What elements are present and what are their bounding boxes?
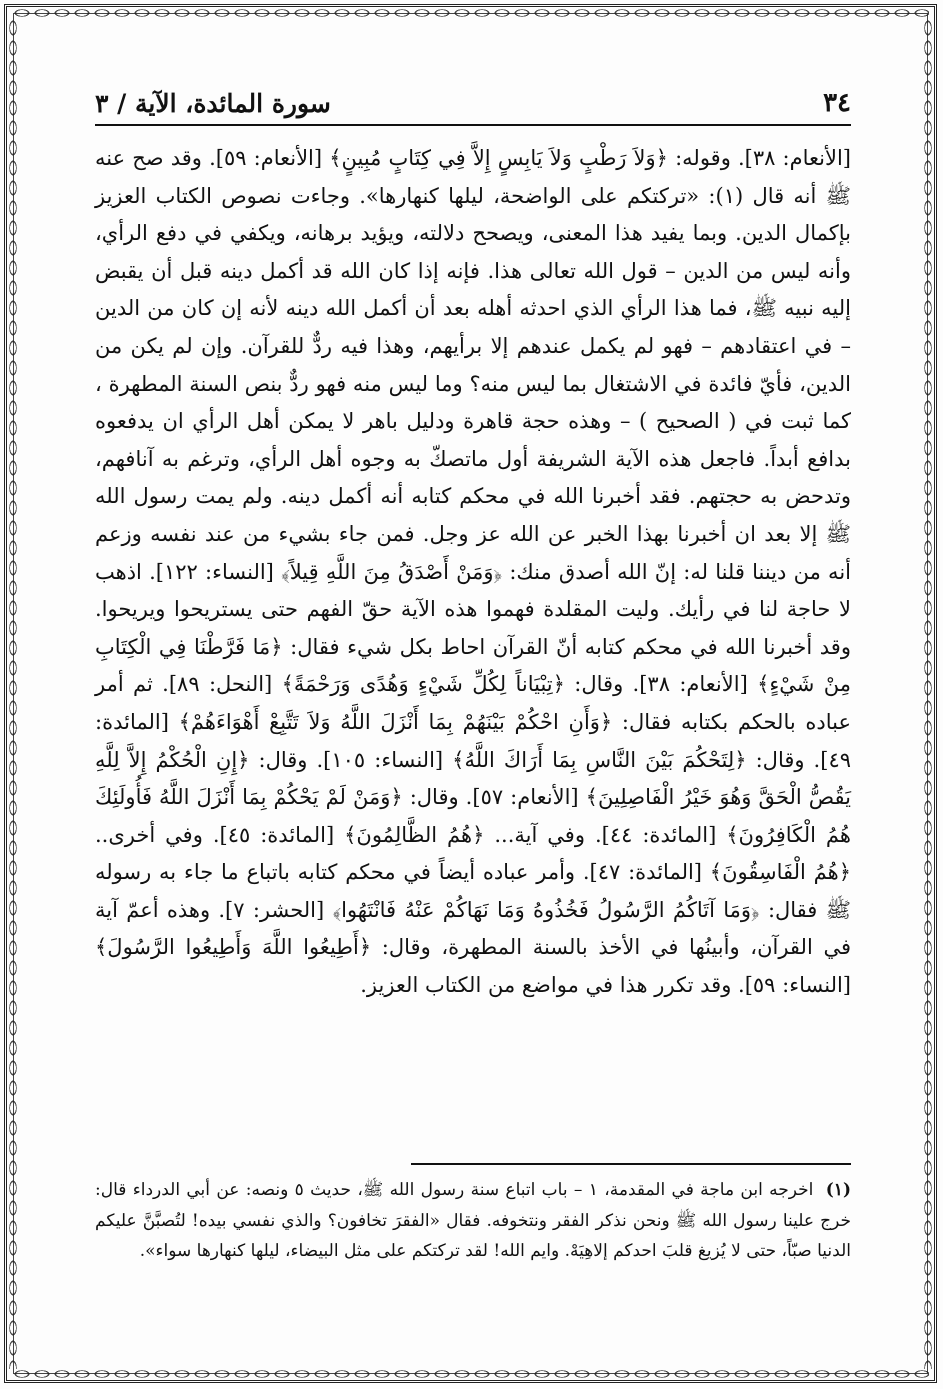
page-number: ٣٤ (823, 88, 851, 118)
footnote-separator (411, 1163, 851, 1165)
footnote-text: اخرجه ابن ماجة في المقدمة، ١ – باب اتباع سنة رسول الله ﷺ، حديث ٥ ونصه: عن أبي الدرداء قال: خرج علينا رسول الله ﷺ ونحن نذكر الفقر ونتخوفه. فقال «الفقرَ تخافون؟ والذي نفسي بيده! لتُصبَّنَّ عليكم الدنيا صبّاً، حتى لا يُزيغ قلبَ احدكم إلاهِيَهْ. وايم الله! لقد تركتكم على مثل البيضاء، ليلها كنهارها سواء». (95, 1180, 851, 1261)
paragraph: [الأنعام: ٣٨]. وقوله: ﴿وَلاَ رَطْبٍ وَلاَ يَابِسٍ إِلاَّ فِي كِتَابٍ مُبِينٍ﴾ [الأنعام: ٥٩]. وقد صح عنه ﷺ أنه قال (١): «تركتكم على الواضحة، ليلها كنهارها». وجاءت نصوص الكتاب العزيز بإكمال الدين. وبما يفيد هذا المعنى، ويصحح دلالته، ويؤيد برهانه، ويكفي في دفع الرأي، وأنه ليس من الدين – قول الله تعالى هذا. فإنه إذا كان الله قد أكمل دينه قبل أن يقبض إليه نبيه ﷺ، فما هذا الرأي الذي احدثه أهله بعد أن أكمل الله دينه لأنه إن كان من الدين – في اعتقادهم – فهو لم يكمل عندهم إلا برأيهم، وهذا فيه ردٌّ للقرآن. وإن لم يكن من الدين، فأيّ فائدة في الاشتغال بما ليس منه؟ وما ليس منه فهو ردٌّ بنص السنة المطهرة ، كما ثبت في ( الصحيح ) – وهذه حجة قاهرة ودليل باهر لا يمكن أهل الرأي ان يدفعوه بدافع أبداً. فاجعل هذه الآية الشريفة أول ماتصكّ به وجوه أهل الرأي، وترغم به آنافهم، وتدحض به حجتهم. فقد أخبرنا الله في محكم كتابه أنه أكمل دينه. ولم يمت رسول الله ﷺ إلا بعد ان أخبرنا بهذا الخبر عن الله عز وجل. فمن جاء بشيء من عند نفسه وزعم أنه من ديننا قلنا له: إنّ الله أصدق منك: ﴿وَمَنْ أَصْدَقُ مِنَ اللَّهِ قِيلاً﴾ [النساء: ١٢٢]. اذهب لا حاجة لنا في رأيك. وليت المقلدة فهموا هذه الآية حقّ الفهم حتى يستريحوا ويريحوا. وقد أخبرنا الله في محكم كتابه أنّ القرآن احاط بكل شيء فقال: ﴿مَا فَرَّطْنَا فِي الْكِتَابِ مِنْ شَيْءٍ﴾ [الأنعام: ٣٨]. وقال: ﴿تِبْيَاناً لِكُلِّ شَيْءٍ وَهُدًى وَرَحْمَةً﴾ [النحل: ٨٩]. ثم أمر عباده بالحكم بكتابه فقال: ﴿وَأَنِ احْكُمْ بَيْنَهُمْ بِمَا أَنْزَلَ اللَّهُ وَلاَ تَتَّبِعْ أَهْوَاءَهُمْ﴾ [المائدة: ٤٩]. وقال: ﴿لِتَحْكُمَ بَيْنَ النَّاسِ بِمَا أَرَاكَ اللَّهُ﴾ [النساء: ١٠٥]. وقال: ﴿إِنِ الْحُكْمُ إِلاَّ لِلَّهِ يَقُصُّ الْحَقَّ وَهُوَ خَيْرُ الْفَاصِلِينَ﴾ [الأنعام: ٥٧]. وقال: ﴿وَمَنْ لَمْ يَحْكُمْ بِمَا أَنْزَلَ اللَّهُ فَأُولَئِكَ هُمُ الْكَافِرُونَ﴾ [المائدة: ٤٤]. وفي آية... ﴿هُمُ الظَّالِمُونَ﴾ [المائدة: ٤٥]. وفي أخرى.. ﴿هُمُ الْفَاسِقُونَ﴾ [المائدة: ٤٧]. وأمر عباده أيضاً في محكم كتابه باتباع ما جاء به رسوله ﷺ فقال: ﴿وَمَا آتَاكُمُ الرَّسُولُ فَخُذُوهُ وَمَا نَهَاكُمْ عَنْهُ فَانْتَهُوا﴾ [الحشر: ٧]. وهذه أعمّ آية في القرآن، وأبينُها في الأخذ بالسنة المطهرة، وقال: ﴿أَطِيعُوا اللَّهَ وَأَطِيعُوا الرَّسُولَ﴾ [النساء: ٥٩]. وقد تكرر هذا في مواضع من الكتاب العزيز. (95, 146, 852, 998)
border-chain-bottom (12, 1369, 929, 1379)
footnotes (95, 1175, 851, 1267)
running-title: سورة المائدة، الآية / ٣ (95, 89, 331, 118)
border-chain-right (923, 18, 933, 1369)
main-text (95, 140, 851, 1005)
page-header (95, 70, 851, 126)
footnote-item (95, 1175, 851, 1267)
footnote-marker: (١) (825, 1180, 851, 1200)
border-chain-left (8, 18, 18, 1369)
border-chain-top (12, 8, 929, 18)
